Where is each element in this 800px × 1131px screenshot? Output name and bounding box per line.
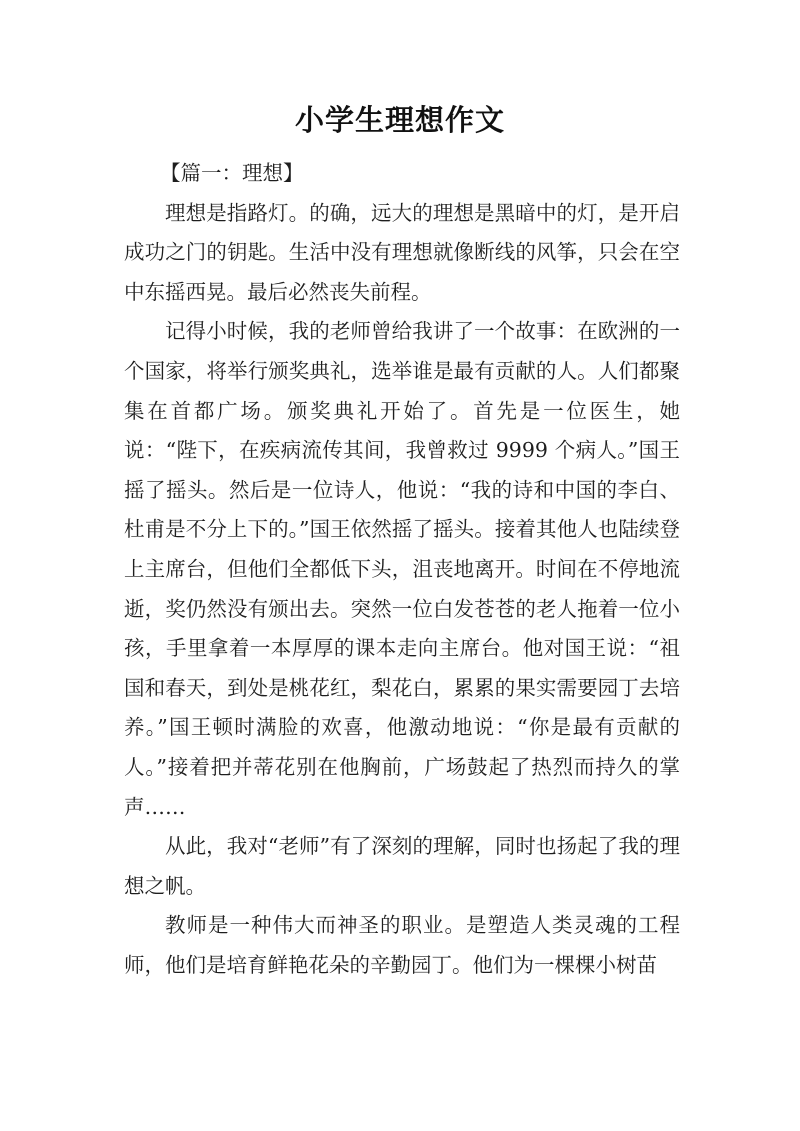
paragraph-4: 教师是一种伟大而神圣的职业。是塑造人类灵魂的工程师，他们是培育鲜艳花朵的辛勤园丁。他们为一棵棵小树苗 [124,913,680,977]
paragraph-2: 记得小时候，我的老师曾给我讲了一个故事：在欧洲的一个国家，将举行颁奖典礼，选举谁是最有贡献的人。人们都聚集在首都广场。颁奖典礼开始了。首先是一位医生，她说：“陛下，在疾病流传其间，我曾救过 9999 个病人。”国王摇了摇头。然后是一位诗人，他说：“我的诗和中国的李白、杜甫是不分上下的。”国王依然摇了摇头。接着其他人也陆续登上主席台，但他们全都低下头，沮丧地离开。时间在不停地流逝，奖仍然没有颁出去。突然一位白发苍苍的老人拖着一位小孩，手里拿着一本厚厚的课本走向主席台。他对国王说：“祖国和春天，到处是桃花红，梨花白，累累的果实需要园丁去培养。”国王顿时满脸的欢喜，他激动地说：“你是最有贡献的人。”接着把并蒂花别在他胸前，广场鼓起了热烈而持久的掌声…… [124,319,680,819]
document-title: 小学生理想作文 [294,103,505,137]
document-body [124,154,680,985]
paragraph-3: 从此，我对“老师”有了深刻的理解，同时也扬起了我的理想之帆。 [124,834,680,898]
paragraph-1: 理想是指路灯。的确，远大的理想是黑暗中的灯，是开启成功之门的钥匙。生活中没有理想就像断线的风筝，只会在空中东摇西晃。最后必然丧失前程。 [124,200,680,304]
section-heading: 【篇一：理想】 [160,161,304,185]
